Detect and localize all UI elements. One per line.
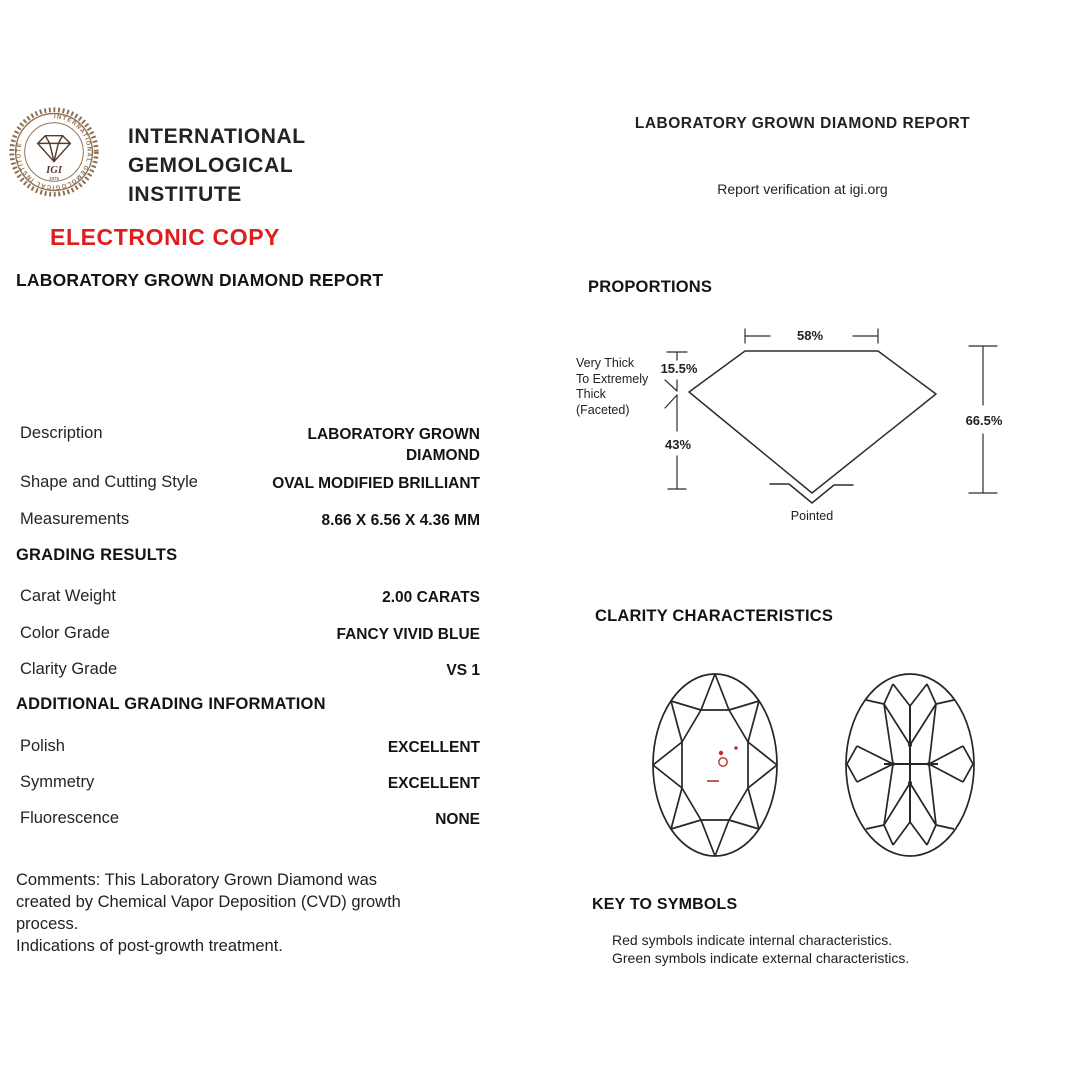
field-row	[20, 510, 480, 531]
crown-height-percentage: 15.5%	[660, 361, 698, 376]
proportions-diagram	[560, 320, 1020, 520]
igi-seal-logo	[6, 104, 102, 200]
field-value: VS 1	[446, 662, 480, 679]
grading-results-heading: GRADING RESULTS	[16, 546, 178, 564]
field-row	[20, 624, 480, 645]
culet-label: Pointed	[790, 509, 834, 523]
field-label: Symmetry	[20, 773, 95, 791]
field-label: Shape and Cutting Style	[20, 473, 198, 491]
comments-block	[16, 869, 401, 957]
total-depth-percentage: 66.5%	[965, 413, 1003, 428]
seal-year: 1975	[48, 175, 60, 181]
field-label: Description	[20, 424, 103, 442]
field-value: NONE	[435, 811, 480, 828]
key-to-symbols-heading: KEY TO SYMBOLS	[592, 896, 738, 913]
field-row	[20, 587, 480, 608]
girdle-description-line: (Faceted)	[576, 402, 630, 417]
electronic-copy-label: ELECTRONIC COPY	[50, 224, 281, 250]
total-depth-dimension-bottom	[969, 434, 997, 493]
report-title-left: LABORATORY GROWN DIAMOND REPORT	[16, 270, 384, 290]
field-label: Polish	[20, 737, 65, 755]
report-verification-text: Report verification at igi.org	[717, 181, 888, 197]
pavilion-depth-dimension-bottom	[668, 456, 686, 489]
table-percentage: 58%	[796, 328, 824, 343]
key-to-symbols-line: Red symbols indicate internal characteristics.	[612, 932, 893, 948]
field-label: Clarity Grade	[20, 660, 118, 678]
field-value: 8.66 X 6.56 X 4.36 MM	[321, 512, 480, 529]
proportions-heading: PROPORTIONS	[588, 278, 713, 296]
institute-name	[128, 122, 306, 209]
comment-line: Indications of post-growth treatment.	[16, 937, 283, 955]
field-row	[20, 773, 480, 794]
institute-line: GEMOLOGICAL	[128, 154, 294, 177]
field-value: OVAL MODIFIED BRILLIANT	[272, 475, 480, 492]
seal-ring-text: INTERNATIONAL GEMOLOGICAL INSTITUTE	[16, 114, 92, 190]
field-value: LABORATORY GROWN DIAMOND	[307, 426, 480, 464]
crown-height-arrow	[665, 380, 677, 391]
girdle-description	[576, 356, 648, 418]
key-to-symbols-block	[612, 932, 909, 967]
clarity-plot-diagrams	[585, 652, 1035, 867]
comment-line: Comments: This Laboratory Grown Diamond was	[16, 871, 378, 889]
institute-line: INTERNATIONAL	[128, 125, 306, 148]
total-depth-dimension-top	[969, 346, 997, 405]
pavilion-depth-arrow	[665, 395, 677, 431]
key-to-symbols-line: Green symbols indicate external characteristics.	[612, 949, 910, 966]
pavilion-view-plot	[846, 674, 974, 856]
girdle-description-line: To Extremely	[576, 371, 649, 386]
dimension-lines	[665, 329, 997, 493]
comment-line: created by Chemical Vapor Deposition (CVD) growth	[16, 893, 401, 911]
institute-line: INSTITUTE	[128, 183, 242, 206]
field-row	[20, 660, 480, 681]
pavilion-depth-percentage: 43%	[664, 437, 692, 452]
internal-characteristic-symbols	[707, 746, 738, 781]
pinpoint-symbol	[734, 746, 738, 750]
field-row	[20, 473, 480, 494]
field-value: FANCY VIVID BLUE	[336, 626, 480, 643]
field-label: Carat Weight	[20, 587, 116, 605]
comment-line: process.	[16, 915, 79, 933]
field-value: EXCELLENT	[387, 775, 480, 792]
field-label: Measurements	[20, 510, 130, 528]
report-title-right: LABORATORY GROWN DIAMOND REPORT	[634, 115, 971, 132]
seal-monogram: IGI	[46, 165, 62, 177]
field-row	[20, 424, 480, 466]
crown-height-dimension-top	[667, 352, 687, 360]
field-label: Fluorescence	[20, 809, 120, 827]
crown-view-plot	[653, 674, 777, 856]
additional-grading-heading: ADDITIONAL GRADING INFORMATION	[16, 695, 326, 713]
diamond-profile-outline	[689, 351, 936, 493]
girdle-description-line: Very Thick	[576, 356, 635, 370]
field-value: 2.00 CARATS	[382, 589, 480, 606]
field-row	[20, 737, 480, 758]
pinpoint-symbol	[719, 751, 723, 755]
girdle-description-line: Thick	[576, 387, 606, 401]
seal-diamond-icon	[38, 136, 71, 162]
field-value: EXCELLENT	[387, 739, 480, 756]
crystal-symbol	[719, 758, 727, 766]
field-row	[20, 809, 480, 830]
field-label: Color Grade	[20, 624, 110, 642]
clarity-characteristics-heading: CLARITY CHARACTERISTICS	[595, 607, 834, 625]
